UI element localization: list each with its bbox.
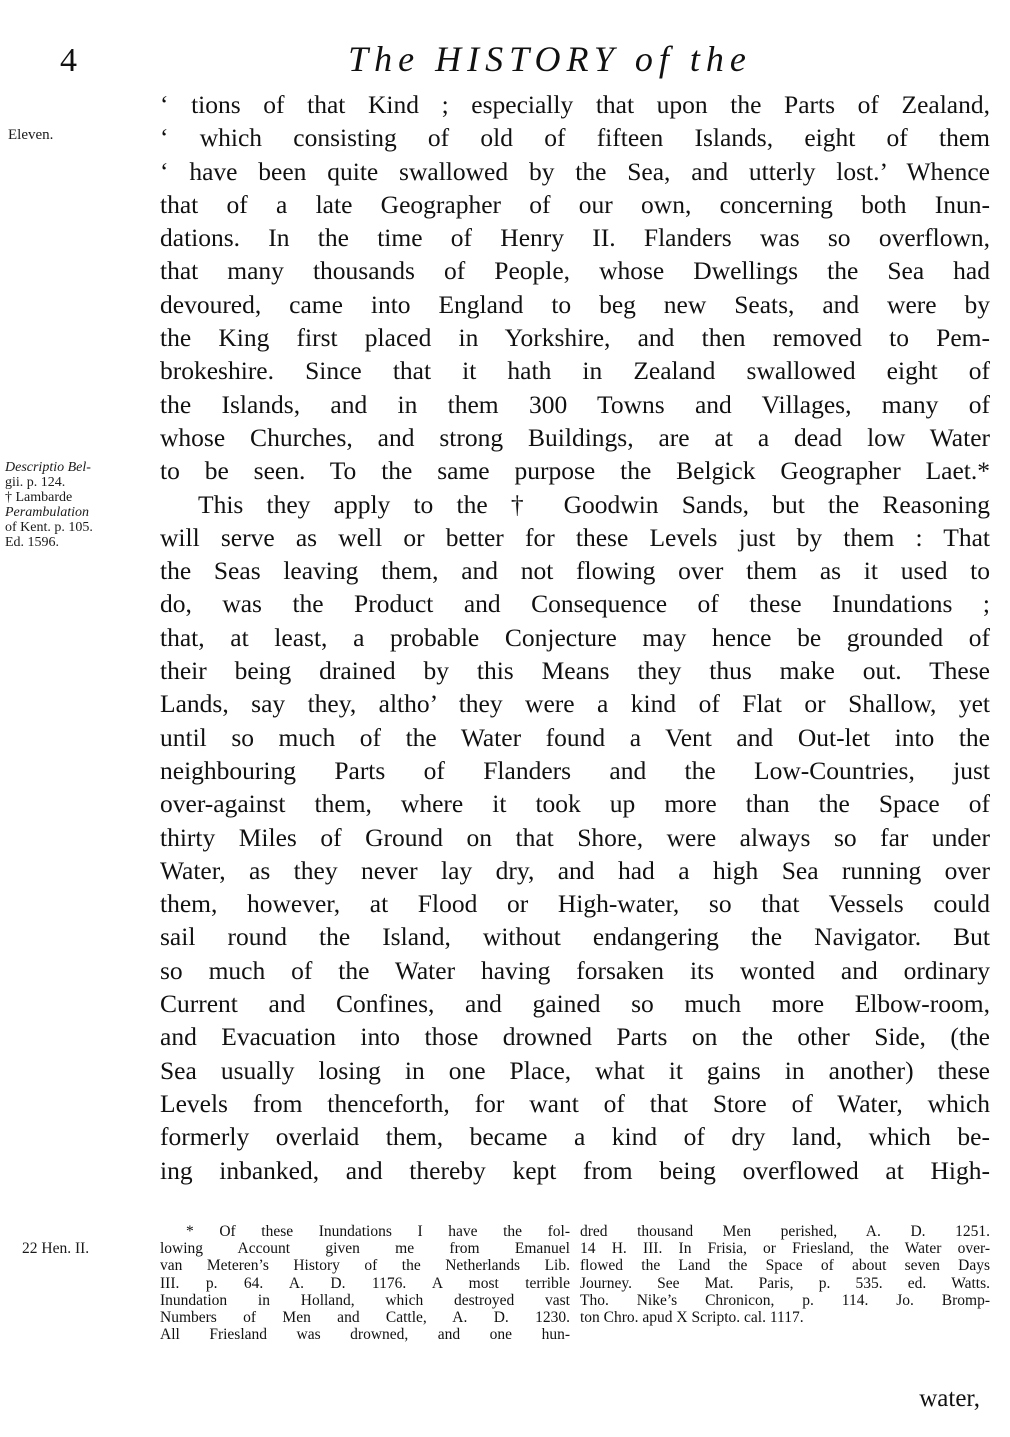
body-line: the Seas leaving them, and not flowing over them as it used to bbox=[160, 556, 990, 586]
body-line: sail round the Island, without endangering the Navigator. But bbox=[160, 922, 990, 952]
body-line: ‘ tions of that Kind ; especially that upon the Parts of Zealand, bbox=[160, 90, 990, 119]
body-line: ‘ which consisting of old of fifteen Islands, eight of them bbox=[160, 123, 990, 153]
body-line: Sea usually losing in one Place, what it gains in another) these bbox=[160, 1055, 990, 1085]
body-line: and Evacuation into those drowned Parts on the other Side, (the bbox=[160, 1022, 990, 1052]
margin-note-line: Ed. 1596. bbox=[5, 535, 60, 550]
footnote-line: Inundation in Holland, which destroyed vast bbox=[160, 1291, 570, 1309]
footnote-line: dred thousand Men perished, A. D. 1251. bbox=[580, 1223, 990, 1240]
body-line: This they apply to the † Goodwin Sands, but the Reasoning bbox=[198, 489, 990, 519]
footnote-line: * Of these Inundations I have the fol- bbox=[186, 1223, 570, 1240]
body-line: so much of the Water having forsaken its wonted and ordinary bbox=[160, 955, 990, 985]
footnote-column-right bbox=[580, 1223, 990, 1343]
body-line: that, at least, a probable Conjecture may hence be grounded of bbox=[160, 622, 990, 652]
margin-note-line: Descriptio Bel- bbox=[5, 460, 91, 475]
body-line: ing inbanked, and thereby kept from being overflowed at High- bbox=[160, 1155, 990, 1185]
body-line: ‘ have been quite swallowed by the Sea, and utterly lost.’ Whence bbox=[160, 156, 990, 186]
margin-note-eleven bbox=[8, 128, 53, 143]
body-line: whose Churches, and strong Buildings, are at a dead low Water bbox=[160, 422, 990, 452]
body-line: Current and Confines, and gained so much more Elbow-room, bbox=[160, 989, 990, 1019]
body-line: devoured, came into England to beg new Seats, and were by bbox=[160, 289, 990, 319]
footnote-line: Journey. See Mat. Paris, p. 535. ed. Watts. bbox=[580, 1274, 990, 1292]
body-line: will serve as well or better for these Levels just by them : That bbox=[160, 522, 990, 552]
body-line: to be seen. To the same purpose the Belgick Geographer Laet.* bbox=[160, 456, 990, 486]
body-line: Water, as they never lay dry, and had a high Sea running over bbox=[160, 855, 990, 885]
body-line: over-against them, where it took up more than the Space of bbox=[160, 789, 990, 819]
catchword: water, bbox=[919, 1385, 980, 1412]
margin-note-line: gii. p. 124. bbox=[5, 475, 66, 490]
running-head: The HISTORY of the bbox=[348, 39, 752, 79]
margin-note-line: Perambulation bbox=[5, 505, 89, 520]
margin-note-line: of Kent. p. 105. bbox=[5, 520, 93, 535]
body-line: until so much of the Water found a Vent and Out-let into the bbox=[160, 722, 990, 752]
body-line: thirty Miles of Ground on that Shore, were always so far under bbox=[160, 822, 990, 852]
body-line: them, however, at Flood or High-water, so that Vessels could bbox=[160, 889, 990, 919]
body-line: Levels from thenceforth, for want of that Store of Water, which bbox=[160, 1088, 990, 1118]
footnote-line: van Meteren’s History of the Netherlands Lib. bbox=[160, 1257, 570, 1275]
body-line: brokeshire. Since that it hath in Zealand swallowed eight of bbox=[160, 356, 990, 386]
body-line: their being drained by this Means they thus make out. These bbox=[160, 656, 990, 686]
body-line: neighbouring Parts of Flanders and the Low-Countries, just bbox=[160, 755, 990, 785]
footnotes bbox=[160, 1223, 990, 1343]
body-line: do, was the Product and Consequence of these Inundations ; bbox=[160, 589, 990, 619]
body-line: the Islands, and in them 300 Towns and Villages, many of bbox=[160, 389, 990, 419]
margin-note-line: 22 Hen. II. bbox=[22, 1240, 90, 1257]
body-line: that many thousands of People, whose Dwellings the Sea had bbox=[160, 256, 990, 286]
footnote-line: 14 H. III. In Frisia, or Friesland, the Water over- bbox=[580, 1240, 990, 1258]
footnote-line: Numbers of Men and Cattle, A. D. 1230. bbox=[160, 1308, 570, 1326]
body-line: the King first placed in Yorkshire, and then removed to Pem- bbox=[160, 323, 990, 353]
footnote-line: flowed the Land the Space of about seven Days bbox=[580, 1257, 990, 1275]
body-text bbox=[160, 88, 990, 1187]
footnote-line: ton Chro. apud X Scripto. cal. 1117. bbox=[580, 1308, 804, 1326]
page-number: 4 bbox=[60, 42, 77, 79]
body-line: formerly overlaid them, became a kind of dry land, which be- bbox=[160, 1122, 990, 1152]
margin-note-line: Eleven. bbox=[8, 127, 54, 143]
footnote-column-left bbox=[160, 1223, 570, 1343]
footnote-line: All Friesland was drowned, and one hun- bbox=[160, 1326, 570, 1344]
margin-note-laet bbox=[5, 460, 93, 550]
margin-note-henry bbox=[22, 1241, 89, 1256]
body-line: Lands, say they, altho’ they were a kind of Flat or Shallow, yet bbox=[160, 689, 990, 719]
footnote-line: III. p. 64. A. D. 1176. A most terrible bbox=[160, 1274, 570, 1292]
margin-note-line: † Lambarde bbox=[5, 490, 73, 505]
body-line: dations. In the time of Henry II. Flanders was so overflown, bbox=[160, 223, 990, 253]
footnote-line: lowing Account given me from Emanuel bbox=[160, 1240, 570, 1258]
footnote-line: Tho. Nike’s Chronicon, p. 114. Jo. Bromp- bbox=[580, 1291, 990, 1309]
body-line: that of a late Geographer of our own, concerning both Inun- bbox=[160, 189, 990, 219]
